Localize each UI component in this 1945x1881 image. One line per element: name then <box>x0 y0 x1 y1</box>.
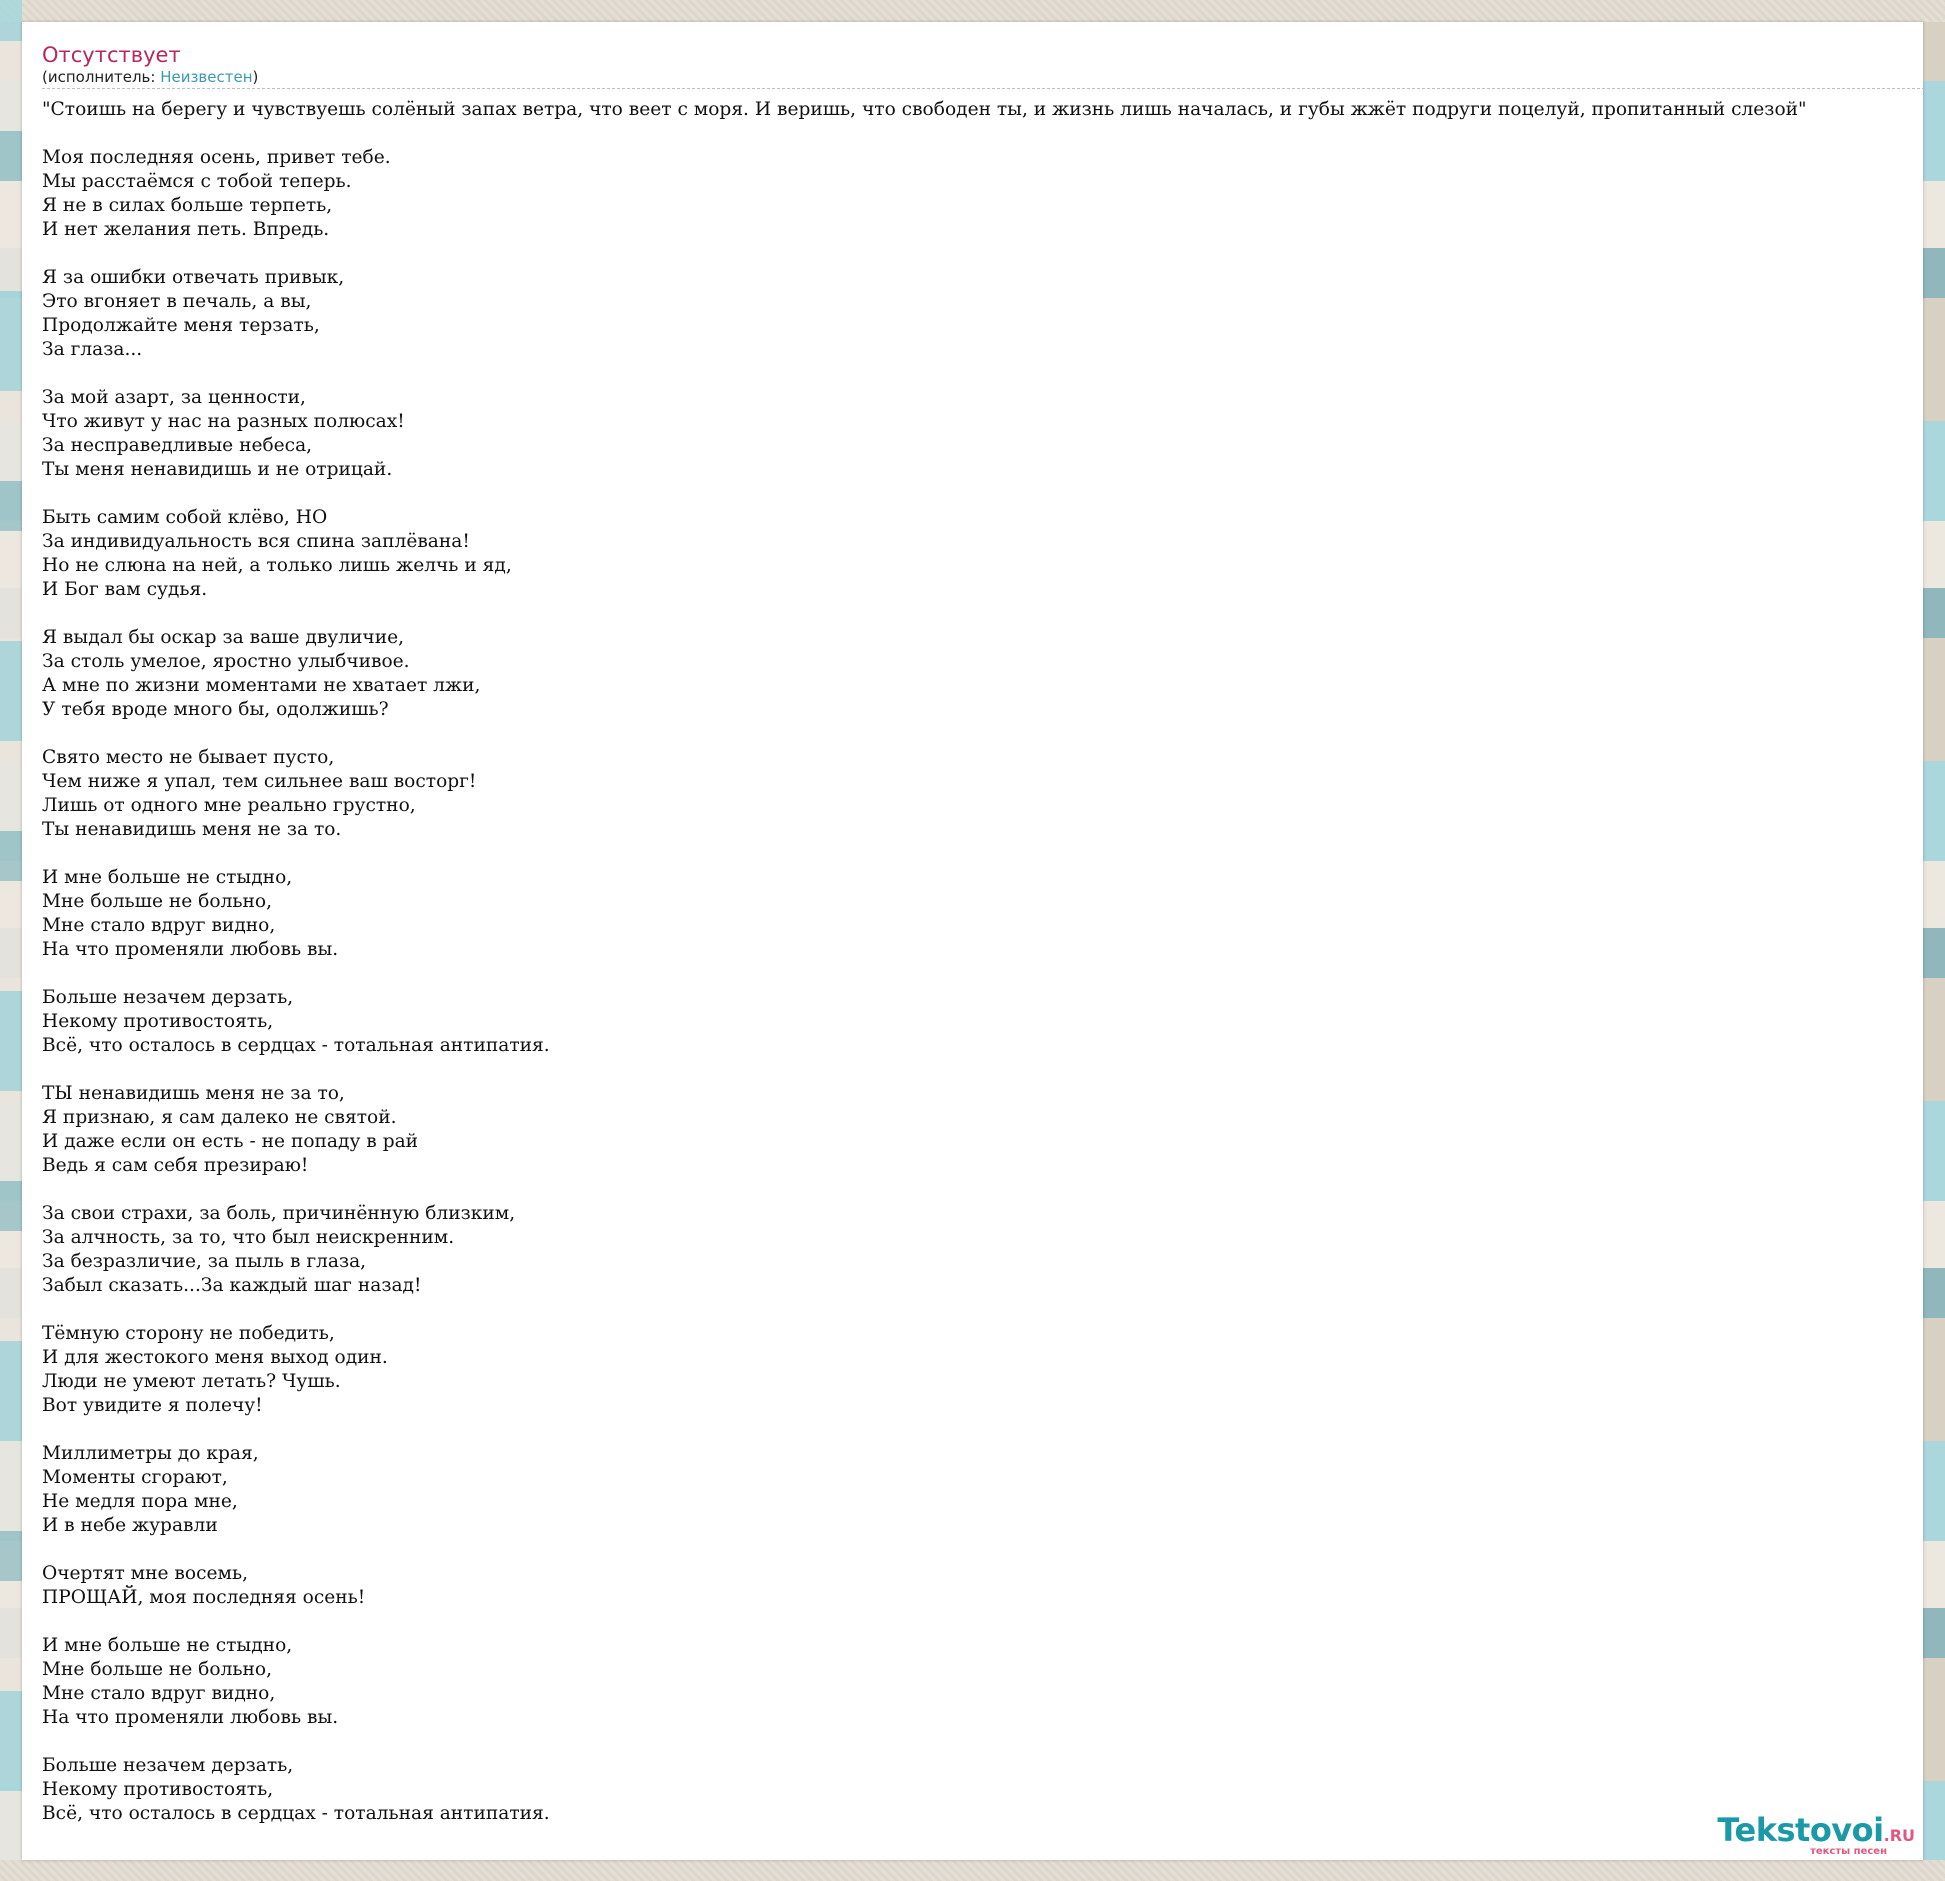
background-bottom-strip <box>0 1860 1945 1881</box>
song-header <box>42 42 1925 89</box>
background-left-strip <box>0 0 22 1881</box>
logo-tagline: тексты песен <box>1810 1846 1887 1857</box>
logo-wordmark <box>1717 1813 1915 1847</box>
performer-suffix: ) <box>252 68 259 86</box>
lyrics-text: "Стоишь на берегу и чувствуешь солёный запах ветра, что веет с моря. И веришь, что свободен ты, и жизнь лишь началась, и губы жжёт подруги поцелуй, пропитанный слезой" Моя последняя осень, привет тебе. Мы расстаёмся с тобой теперь. Я не в силах больше терпеть, И нет желания петь. Впредь. Я за ошибки отвечать привык, Это вгоняет в печаль, а вы, Продолжайте меня терзать, За глаза... За мой азарт, за ценности, Что живут у нас на разных полюсах! За несправедливые небеса, Ты меня ненавидишь и не отрицай. Быть самим собой клёво, НО За индивидуальность вся спина заплёвана! Но не слюна на ней, а только лишь желчь и яд, И Бог вам судья. Я выдал бы оскар за ваше двуличие, За столь умелое, яростно улыбчивое. А мне по жизни моментами не хватает лжи, У тебя вроде много бы, одолжишь? Свято место не бывает пусто, Чем ниже я упал, тем сильнее ваш восторг! Лишь от одного мне реально грустно, Ты ненавидишь меня не за то. И мне больше не стыдно, Мне больше не больно, Мне стало вдруг видно, На что променяли любовь вы. Больше незачем дерзать, Некому противостоять, Всё, что осталось в сердцах - тотальная антипатия. ТЫ ненавидишь меня не за то, Я признаю, я сам далеко не святой. И даже если он есть - не попаду в рай Ведь я сам себя презираю! За свои страхи, за боль, причинённую близким, За алчность, за то, что был неискренним. За безразличие, за пыль в глаза, Забыл сказать...За каждый шаг назад! Тёмную сторону не победить, И для жестокого меня выход один. Люди не умеют летать? Чушь. Вот увидите я полечу! Миллиметры до края, Моменты сгорают, Не медля пора мне, И в небе журавли Очертят мне восемь, ПРОЩАЙ, моя последняя осень! И мне больше не стыдно, Мне больше не больно, Мне стало вдруг видно, На что променяли любовь вы. Больше незачем дерзать, Некому противостоять, Всё, что осталось в сердцах - тотальная антипатия. <box>42 99 1807 1824</box>
song-title: Отсутствует <box>42 43 181 67</box>
background-top-strip <box>0 0 1945 22</box>
logo-name: Tekstovoi <box>1717 1811 1884 1849</box>
performer-line <box>42 68 1925 86</box>
logo-tld: .RU <box>1883 1826 1915 1845</box>
performer-link[interactable]: Неизвестен <box>160 68 253 86</box>
performer-prefix: (исполнитель: <box>42 68 161 86</box>
lyrics-card <box>22 22 1923 1860</box>
site-logo[interactable] <box>1717 1813 1915 1857</box>
